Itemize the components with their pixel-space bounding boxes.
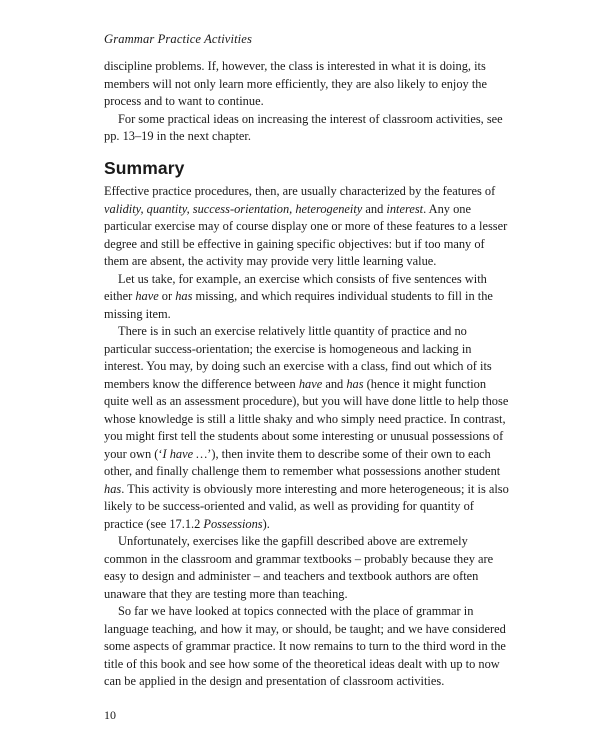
emphasis-i-have: I have … xyxy=(162,446,208,461)
summary-paragraph-5: So far we have looked at topics connected with the place of grammar in language teaching, and how it may, or should, be taught; and we have considered some aspects of grammar practice. It now remains to turn to the third word in the title of this book and see how some of the theoretical ideas dealt with up to now can be applied in the design and presentation of classroom activities. xyxy=(104,604,506,688)
summary-paragraph-1: Effective practice procedures, then, are usually characterized by the features of validity, quantity, success-orientation, heterogeneity and interest. Any one particular exercise may of course display one or more of these features to a lesser degree and still be effective in gaining specific objectives: but if too many of them are absent, the activity may provide very little learning value. xyxy=(104,184,508,268)
section-heading: Summary xyxy=(104,158,185,178)
emphasis-possessions: Possessions xyxy=(203,516,263,531)
emphasis-interest: interest xyxy=(386,201,424,216)
paragraph-continuation: discipline problems. If, however, the class is interested in what it is doing, its members will not only learn more efficiently, they are also likely to enjoy the process and to want to continue. xyxy=(104,59,487,108)
summary-text-block xyxy=(104,183,512,691)
intro-text-block xyxy=(104,58,512,146)
emphasis-has: has xyxy=(175,289,193,303)
emphasis-features: validity, quantity, success-orientation, heterogeneity xyxy=(104,201,363,216)
summary-paragraph-4: Unfortunately, exercises like the gapfill described above are extremely common in the classroom and grammar textbooks – probably because they are easy to design and administer – and teachers and textbook authors are often unaware that they are testing more than teaching. xyxy=(104,534,494,601)
emphasis-has: has xyxy=(346,376,364,391)
emphasis-has: has xyxy=(104,481,122,496)
summary-paragraph-2: Let us take, for example, an exercise which consists of five sentences with either have or has missing, and which requires individual students to fill in the missing item. xyxy=(104,271,493,321)
emphasis-have: have xyxy=(135,289,159,303)
emphasis-have: have xyxy=(298,376,323,391)
running-head: Grammar Practice Activities xyxy=(104,32,252,46)
summary-paragraph-3: There is in such an exercise relatively little quantity of practice and no particular success-orientation; the exercise is homogeneous and lacking in interest. You may, by doing such an exercise with a class, find out which of its members know the difference between have and has (hence it might function quite well as an assessment procedure), but you will have done little to help those whose knowledge is still a little shaky and who simply need practice. In contrast, you might first tell the students about some interesting or unusual possessions of your own (‘I have …’), then invite them to describe some of their own to each other, and finally challenge them to remember what possessions another student has. This activity is obviously more interesting and more heterogeneous; it is also likely to be success-oriented and valid, as well as providing for quantity of practice (see 17.1.2 Possessions). xyxy=(104,324,509,531)
paragraph-practical-ideas: For some practical ideas on increasing the interest of classroom activities, see pp. 13–19 in the next chapter. xyxy=(104,111,503,143)
page-number: 10 xyxy=(104,708,116,722)
